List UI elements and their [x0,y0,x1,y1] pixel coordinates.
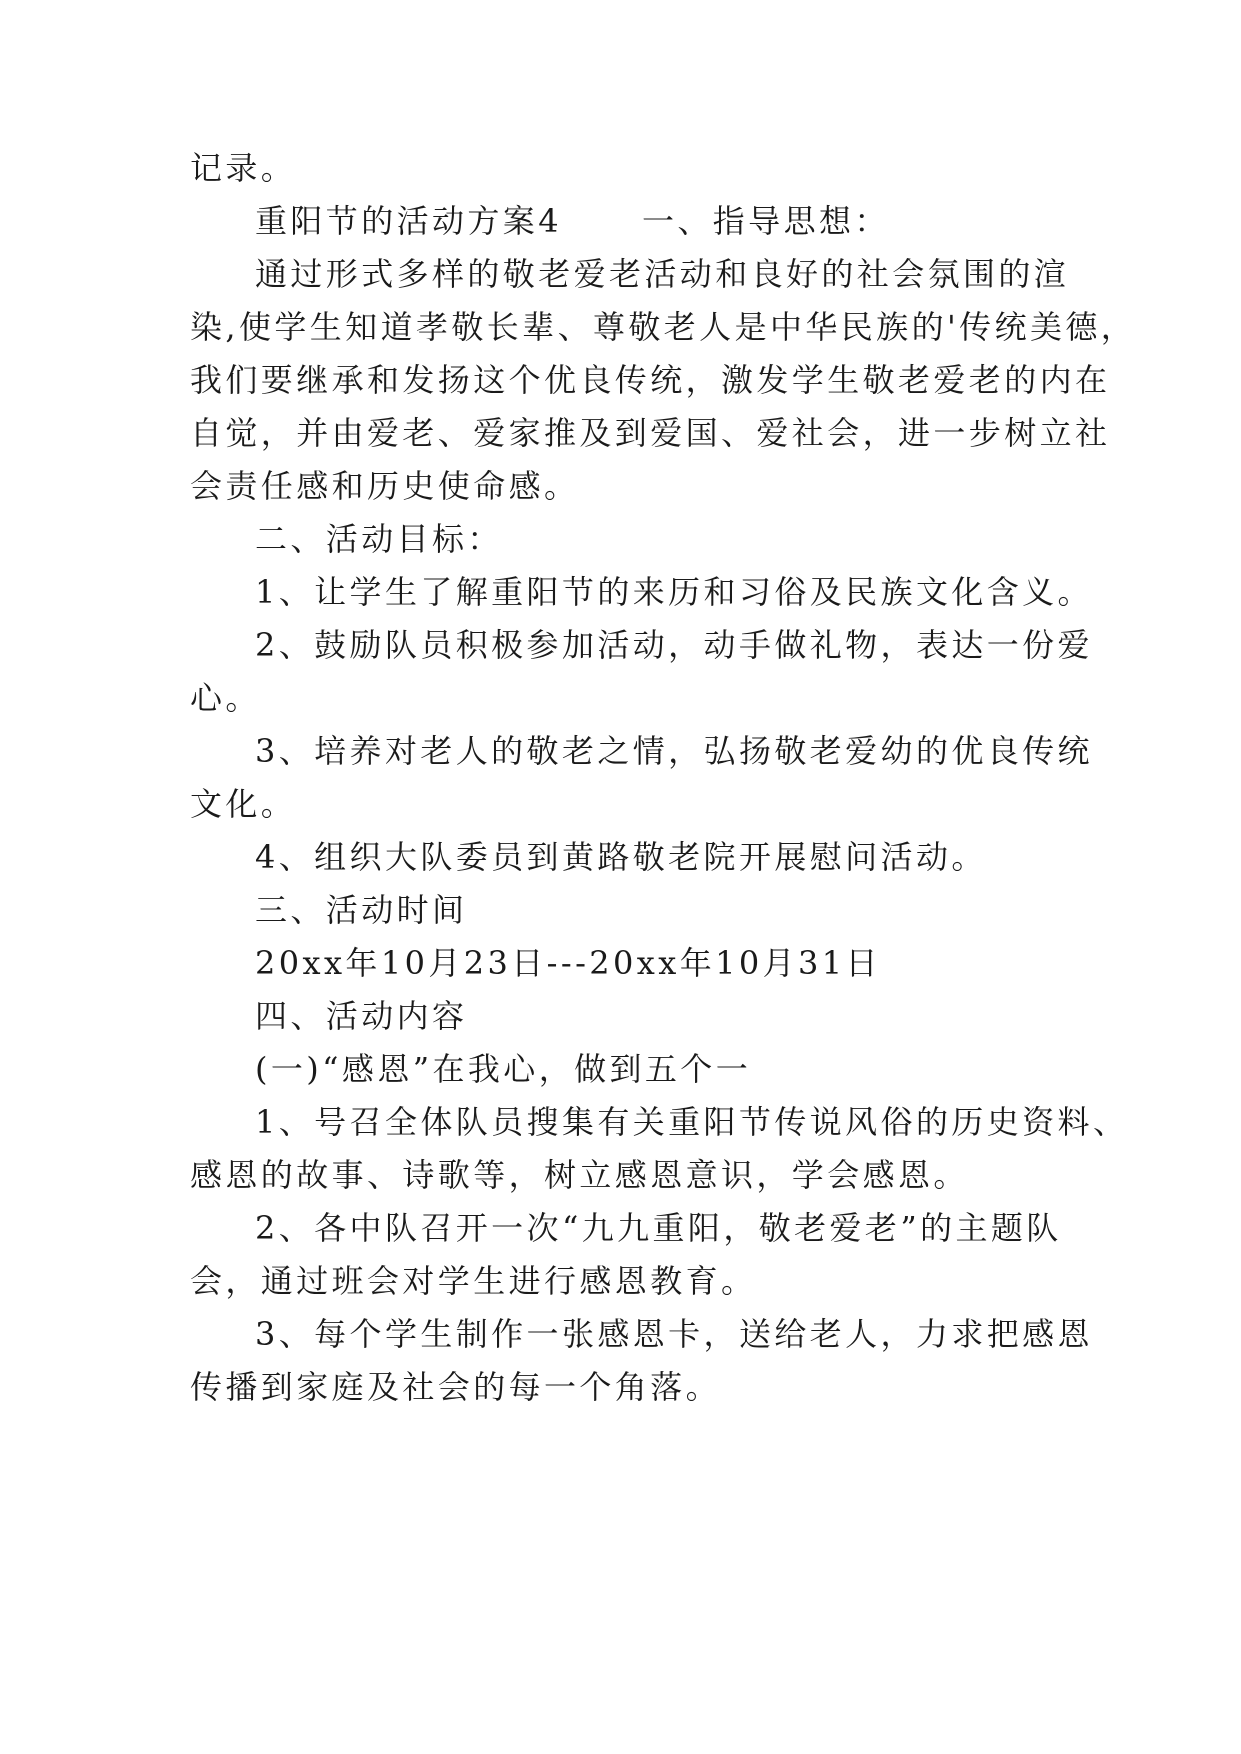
section-heading: 三、活动时间 [255,891,468,929]
text-line: 我们要继承和发扬这个优良传统，激发学生敬老爱老的内在 [190,361,1111,399]
text-line: 心。 [190,679,261,717]
subsection-heading: (一)“感恩”在我心，做到五个一 [255,1050,752,1088]
text-line: 染,使学生知道孝敬长辈、尊敬老人是中华民族的'传统美德， [190,308,1137,346]
text-line: 通过形式多样的敬老爱老活动和良好的社会氛围的渲 [255,255,1070,293]
section-heading: 一、指导思想： [641,202,890,240]
plan-heading: 重阳节的活动方案4 [255,202,562,240]
text-line: 3、每个学生制作一张感恩卡，送给老人，力求把感恩 [255,1315,1093,1353]
text-line: 3、培养对老人的敬老之情，弘扬敬老爱幼的优良传统 [255,732,1093,770]
text-line: 文化。 [190,785,297,823]
text-line: 1、让学生了解重阳节的来历和习俗及民族文化含义。 [255,573,1093,611]
text-line: 会，通过班会对学生进行感恩教育。 [190,1262,757,1300]
text-line: 自觉，并由爱老、爱家推及到爱国、爱社会，进一步树立社 [190,414,1111,452]
text-line: 传播到家庭及社会的每一个角落。 [190,1368,722,1406]
text-line: 2、鼓励队员积极参加活动，动手做礼物，表达一份爱 [255,626,1093,664]
text-line: 会责任感和历史使命感。 [190,467,580,505]
section-heading: 二、活动目标： [255,520,503,558]
text-line: 2、各中队召开一次“九九重阳，敬老爱老”的主题队 [255,1209,1062,1247]
section-heading: 四、活动内容 [255,997,468,1035]
text-line: 1、号召全体队员搜集有关重阳节传说风俗的历史资料、 [255,1103,1129,1141]
date-range: 20xx年10月23日---20xx年10月31日 [255,944,881,982]
text-line: 4、组织大队委员到黄路敬老院开展慰问活动。 [255,838,987,876]
text-line: 感恩的故事、诗歌等，树立感恩意识，学会感恩。 [190,1156,969,1194]
text-line [255,201,890,241]
text-line: 记录。 [190,149,297,187]
